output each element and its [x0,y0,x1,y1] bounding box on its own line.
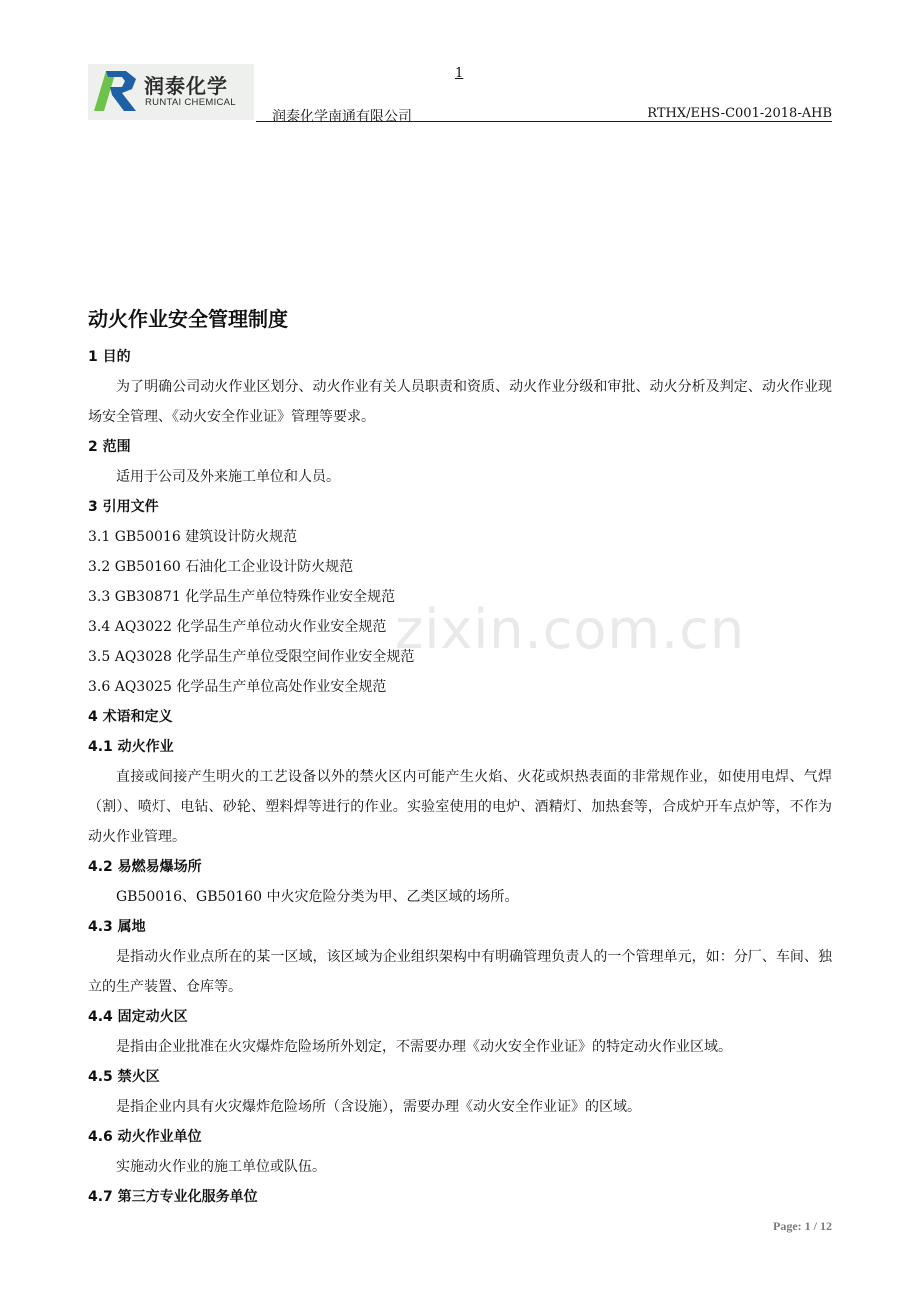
definition-text: 是指由企业批准在火灾爆炸危险场所外划定，不需要办理《动火安全作业证》的特定动火作业区域。 [116,1039,732,1055]
header-page-number: 1 [455,66,464,81]
definition-text: GB50016、GB50160 中火灾危险分类为甲、乙类区域的场所。 [116,889,519,905]
reference-item: 3.2 GB50160 石油化工企业设计防火规范 [88,559,354,575]
watermark: zixin.com.cn [395,598,746,661]
logo-chinese-name: 润泰化学 [144,74,228,98]
reference-item: 3.3 GB30871 化学品生产单位特殊作业安全规范 [88,589,396,605]
runtai-logo-icon [92,67,142,113]
definition-text: 是指企业内具有火灾爆炸危险场所（含设施），需要办理《动火安全作业证》的区域。 [116,1099,641,1115]
definition-heading: 4.2 易燃易爆场所 [88,859,202,875]
definition-heading: 4.4 固定动火区 [88,1009,188,1025]
definition-heading: 4.6 动火作业单位 [88,1129,202,1145]
document-title: 动火作业安全管理制度 [88,307,288,331]
header-company-name: 润泰化学南通有限公司 [272,109,412,125]
definition-heading: 4.7 第三方专业化服务单位 [88,1189,258,1205]
section-heading: 2 范围 [88,439,131,455]
logo-english-name: RUNTAI CHEMICAL [145,97,236,108]
reference-item: 3.4 AQ3022 化学品生产单位动火作业安全规范 [88,619,387,635]
section-heading: 1 目的 [88,349,131,365]
definition-text: 是指动火作业点所在的某一区域，该区域为企业组织架构中有明确管理负责人的一个管理单元，如：分厂、车间、独立的生产装置、仓库等。 [88,949,832,995]
reference-item: 3.5 AQ3028 化学品生产单位受限空间作业安全规范 [88,649,415,665]
definition-text: 实施动火作业的施工单位或队伍。 [116,1159,326,1175]
footer-page-counter: Page: 1 / 12 [773,1219,832,1233]
section-paragraph: 适用于公司及外来施工单位和人员。 [116,469,340,485]
header-rule [256,121,832,122]
definition-text: 直接或间接产生明火的工艺设备以外的禁火区内可能产生火焰、火花或炽热表面的非常规作业，如使用电焊、气焊（割）、喷灯、电钻、砂轮、塑料焊等进行的作业。实验室使用的电炉、酒精灯、加热套等，合成炉开车点炉等，不作为动火作业管理。 [88,769,832,845]
document-body [88,304,832,1212]
header-document-code: RTHX/EHS-C001-2018-AHB [647,106,832,121]
reference-item: 3.6 AQ3025 化学品生产单位高处作业安全规范 [88,679,387,695]
definition-heading: 4.3 属地 [88,919,146,935]
section-heading: 4 术语和定义 [88,709,173,725]
company-logo [88,64,254,120]
definition-heading: 4.1 动火作业 [88,739,174,755]
section-paragraph: 为了明确公司动火作业区划分、动火作业有关人员职责和资质、动火作业分级和审批、动火分析及判定、动火作业现场安全管理、《动火安全作业证》管理等要求。 [88,379,832,425]
reference-item: 3.1 GB50016 建筑设计防火规范 [88,529,298,545]
section-heading: 3 引用文件 [88,499,159,515]
definition-heading: 4.5 禁火区 [88,1069,160,1085]
